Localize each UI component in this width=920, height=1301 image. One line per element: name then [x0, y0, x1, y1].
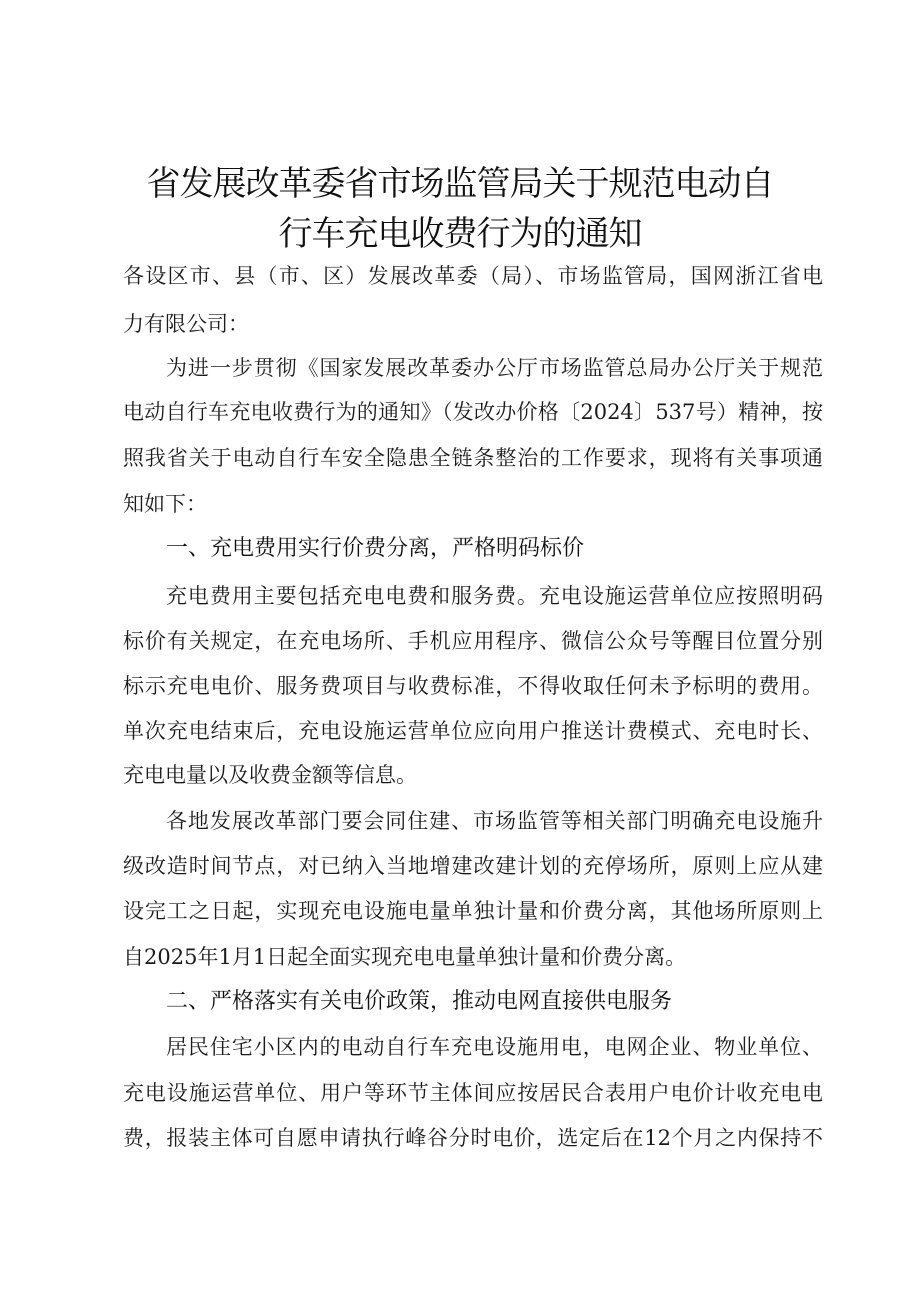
- document-title-line-2: 行车充电收费行为的通知: [278, 214, 642, 254]
- section-1-para-1-line: 标示充电电价、服务费项目与收费标准，不得收取任何未予标明的费用。: [123, 674, 823, 698]
- section-2-para-1-line: 充电设施运营单位、用户等环节主体间应按居民合表用户电价计收充电电: [123, 1081, 823, 1105]
- salutation-line: 各设区市、县（市、区）发展改革委（局）、市场监管局，国网浙江省电: [123, 264, 823, 288]
- section-1-para-1-line: 充电电量以及收费金额等信息。: [123, 763, 417, 787]
- intro-line: 照我省关于电动自行车安全隐患全链条整治的工作要求，现将有关事项通: [123, 446, 823, 470]
- document-title-line-1: 省发展改革委省市场监管局关于规范电动自: [146, 164, 774, 204]
- section-2-para-1-line: 费，报装主体可自愿申请执行峰谷分时电价，选定后在12个月之内保持不: [123, 1126, 823, 1150]
- section-1-para-2-line: 级改造时间节点，对已纳入当地增建改建计划的充停场所，原则上应从建: [123, 854, 823, 878]
- intro-line: 电动自行车充电收费行为的通知》（发改办价格〔2024〕537号）精神，按: [123, 400, 823, 424]
- section-1-para-1-line: 单次充电结束后，充电设施运营单位应向用户推送计费模式、充电时长、: [123, 719, 823, 743]
- intro-line: 知如下：: [123, 492, 207, 516]
- section-1-para-1-line: 充电费用主要包括充电电费和服务费。充电设施运营单位应按照明码: [166, 584, 823, 608]
- intro-line: 为进一步贯彻《国家发展改革委办公厅市场监管总局办公厅关于规范: [166, 356, 823, 380]
- salutation-line: 力有限公司：: [123, 312, 249, 336]
- section-1-para-2-line: 设完工之日起，实现充电设施电量单独计量和价费分离，其他场所原则上: [123, 899, 823, 923]
- section-1-heading: 一、充电费用实行价费分离，严格明码标价: [166, 536, 585, 561]
- section-2-para-1-line: 居民住宅小区内的电动自行车充电设施用电，电网企业、物业单位、: [166, 1035, 823, 1059]
- section-1-para-1-line: 标价有关规定，在充电场所、手机应用程序、微信公众号等醒目位置分别: [123, 629, 823, 653]
- section-2-heading: 二、严格落实有关电价政策，推动电网直接供电服务: [166, 989, 673, 1014]
- section-1-para-2-line: 各地发展改革部门要会同住建、市场监管等相关部门明确充电设施升: [166, 809, 823, 833]
- section-1-para-2-line: 自2025年1月1日起全面实现充电电量单独计量和价费分离。: [123, 945, 687, 969]
